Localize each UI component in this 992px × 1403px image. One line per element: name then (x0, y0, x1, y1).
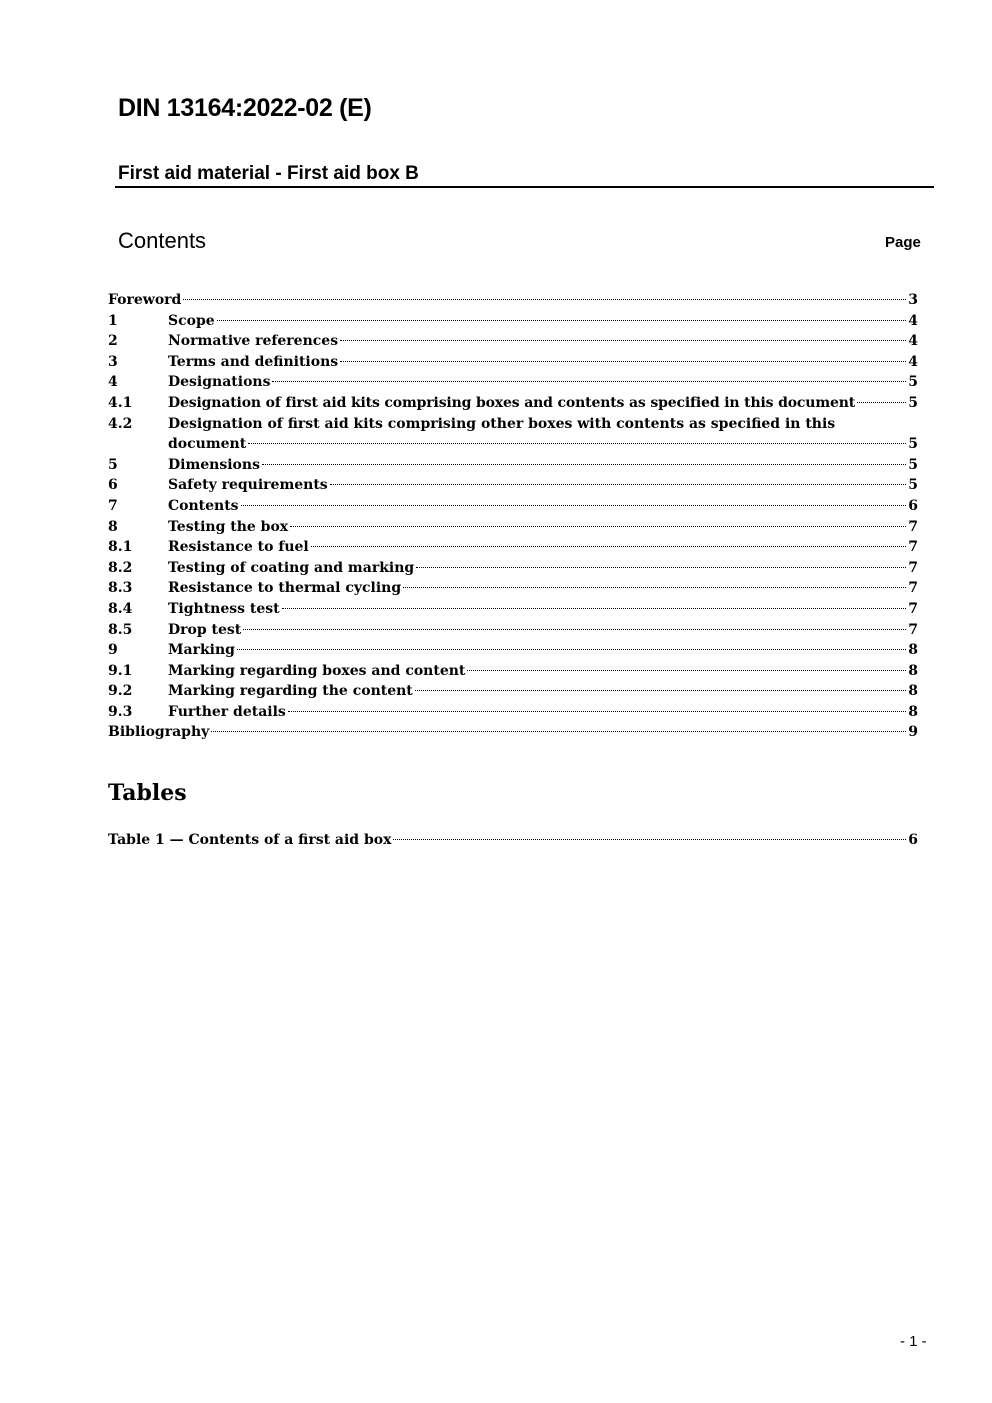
toc-entry-number: 8.1 (108, 539, 133, 556)
toc-leader (416, 567, 906, 568)
toc-entry-title: Designations (168, 374, 271, 391)
toc-leader (248, 443, 906, 444)
toc-leader (857, 402, 906, 403)
toc-entry-title: Resistance to thermal cycling (168, 580, 402, 597)
toc-entry-page: 7 (908, 559, 918, 576)
toc-leader (403, 587, 906, 588)
toc-entry-title: Bibliography (108, 724, 210, 741)
toc-entry-title-line2: document (168, 436, 247, 453)
toc-entry-bibliography[interactable] (108, 722, 918, 743)
toc-leader (243, 629, 906, 630)
toc-entry-title: Foreword (108, 292, 182, 308)
toc-entry-page: 5 (908, 374, 918, 391)
toc-entry-page: 9 (908, 724, 918, 741)
toc-entry-number: 9.1 (108, 662, 133, 679)
toc-entry-title: Terms and definitions (168, 353, 339, 370)
toc-entry-terms-and-definitions[interactable] (108, 352, 918, 373)
toc-entry-page: 8 (908, 642, 918, 659)
toc-entry-number: 9.2 (108, 683, 133, 700)
toc-leader (237, 649, 906, 650)
toc-entry-page: 5 (908, 477, 918, 494)
toc-entry-page: 8 (908, 703, 918, 720)
toc-leader (340, 361, 906, 362)
toc-entry-page: 8 (908, 683, 918, 700)
toc-entry-number: 8.3 (108, 580, 133, 597)
toc-entry-normative-references[interactable] (108, 331, 918, 352)
toc-entry-page: 8 (908, 662, 918, 679)
toc-entry-page: 5 (908, 394, 918, 411)
toc-leader (288, 711, 906, 712)
toc-entry-number: 8.5 (108, 621, 133, 638)
toc-entry-designations[interactable] (108, 372, 918, 393)
toc-entry-marking-content[interactable] (108, 681, 918, 702)
toc-entry-number: 8.2 (108, 559, 133, 576)
page-number: - 1 - (900, 1333, 927, 1350)
toc-entry-title: Marking regarding boxes and content (168, 662, 466, 679)
toc-entry-further-details[interactable] (108, 702, 918, 723)
toc-leader (272, 381, 906, 382)
toc-entry-number: 8.4 (108, 600, 133, 617)
toc-entry-number: 5 (108, 456, 118, 473)
toc-leader (330, 484, 906, 485)
toc-entry-page: 5 (908, 436, 918, 453)
toc-entry-number: 8 (108, 518, 118, 535)
toc-entry-page: 7 (908, 539, 918, 556)
toc-entry-thermal-cycling[interactable] (108, 578, 918, 599)
toc-entry-title: Contents (168, 497, 239, 514)
toc-entry-page: 3 (908, 292, 918, 308)
toc-leader (241, 505, 906, 506)
toc-entry-title: Normative references (168, 333, 339, 350)
toc-entry-title: Dimensions (168, 456, 260, 473)
toc-entry-number: 6 (108, 477, 118, 494)
toc-entry-page: 7 (908, 518, 918, 535)
toc-leader (290, 526, 906, 527)
toc-entry-title: Scope (168, 312, 215, 329)
toc-entry-page: 7 (908, 600, 918, 617)
toc-entry-page: 6 (908, 497, 918, 514)
tables-heading: Tables (108, 780, 187, 806)
table-entry-title: Table 1 — Contents of a first aid box (108, 832, 392, 848)
toc-entry-title: Safety requirements (168, 477, 328, 494)
toc-entry-number: 4.2 (108, 415, 133, 432)
table-entry-page: 6 (908, 832, 918, 848)
toc-entry-number: 4.1 (108, 394, 133, 411)
toc-entry-number: 4 (108, 374, 118, 391)
toc-entry-page: 5 (908, 456, 918, 473)
toc-leader (262, 464, 906, 465)
toc-entry-number: 9.3 (108, 703, 133, 720)
toc-entry-page: 4 (908, 333, 918, 350)
toc-leader (340, 340, 906, 341)
toc-entry-page: 4 (908, 312, 918, 329)
document-id: DIN 13164:2022-02 (E) (118, 94, 372, 122)
toc-leader (211, 731, 906, 732)
toc-entry-page: 7 (908, 580, 918, 597)
document-subtitle: First aid material - First aid box B (118, 163, 419, 184)
toc-entry-number: 1 (108, 312, 118, 329)
toc-leader (393, 839, 906, 840)
toc-entry-marking[interactable] (108, 640, 918, 661)
toc-entry-title-line1: Designation of first aid kits comprising other boxes with contents as specified in this (168, 415, 836, 432)
toc-entry-tightness-test[interactable] (108, 599, 918, 620)
toc-entry-designation-other-boxes[interactable] (108, 414, 918, 455)
toc-entry-contents[interactable] (108, 496, 918, 517)
toc-entry-title: Tightness test (168, 600, 280, 617)
toc-leader (282, 608, 906, 609)
toc-entry-title: Marking regarding the content (168, 683, 413, 700)
toc-entry-title: Designation of first aid kits comprising boxes and contents as specified in this document (168, 394, 856, 411)
toc-entry-title: Testing of coating and marking (168, 559, 415, 576)
toc-entry-page: 4 (908, 353, 918, 370)
toc-entry-scope[interactable] (108, 311, 918, 332)
toc-entry-marking-boxes-content[interactable] (108, 661, 918, 682)
toc-entry-title: Drop test (168, 621, 242, 638)
toc-entry-number: 7 (108, 497, 118, 514)
toc-entry-title: Marking (168, 642, 235, 659)
toc-entry-title: Further details (168, 703, 286, 720)
toc-entry-foreword[interactable] (108, 290, 918, 311)
toc-entry-testing-coating-marking[interactable] (108, 558, 918, 579)
list-of-tables (108, 830, 918, 851)
page-column-heading: Page (885, 234, 921, 251)
toc-entry-number: 9 (108, 642, 118, 659)
toc-entry-dimensions[interactable] (108, 455, 918, 476)
toc-leader (311, 546, 906, 547)
toc-entry-number: 3 (108, 353, 118, 370)
toc-leader (467, 670, 906, 671)
toc-entry-testing-the-box[interactable] (108, 517, 918, 538)
toc-entry-page: 7 (908, 621, 918, 638)
toc-entry-title: Resistance to fuel (168, 539, 309, 556)
title-underline (115, 186, 934, 188)
toc-leader (415, 690, 906, 691)
toc-leader (217, 320, 906, 321)
toc-leader (183, 299, 906, 300)
toc-entry-resistance-to-fuel[interactable] (108, 537, 918, 558)
toc-entry-designation-first-aid-kits[interactable] (108, 393, 918, 414)
toc-entry-title: Testing the box (168, 518, 289, 535)
table-of-contents (108, 290, 918, 743)
table-entry-contents-first-aid-box[interactable] (108, 830, 918, 851)
toc-entry-safety-requirements[interactable] (108, 475, 918, 496)
toc-entry-number: 2 (108, 333, 118, 350)
toc-entry-drop-test[interactable] (108, 620, 918, 641)
contents-heading: Contents (118, 228, 207, 253)
